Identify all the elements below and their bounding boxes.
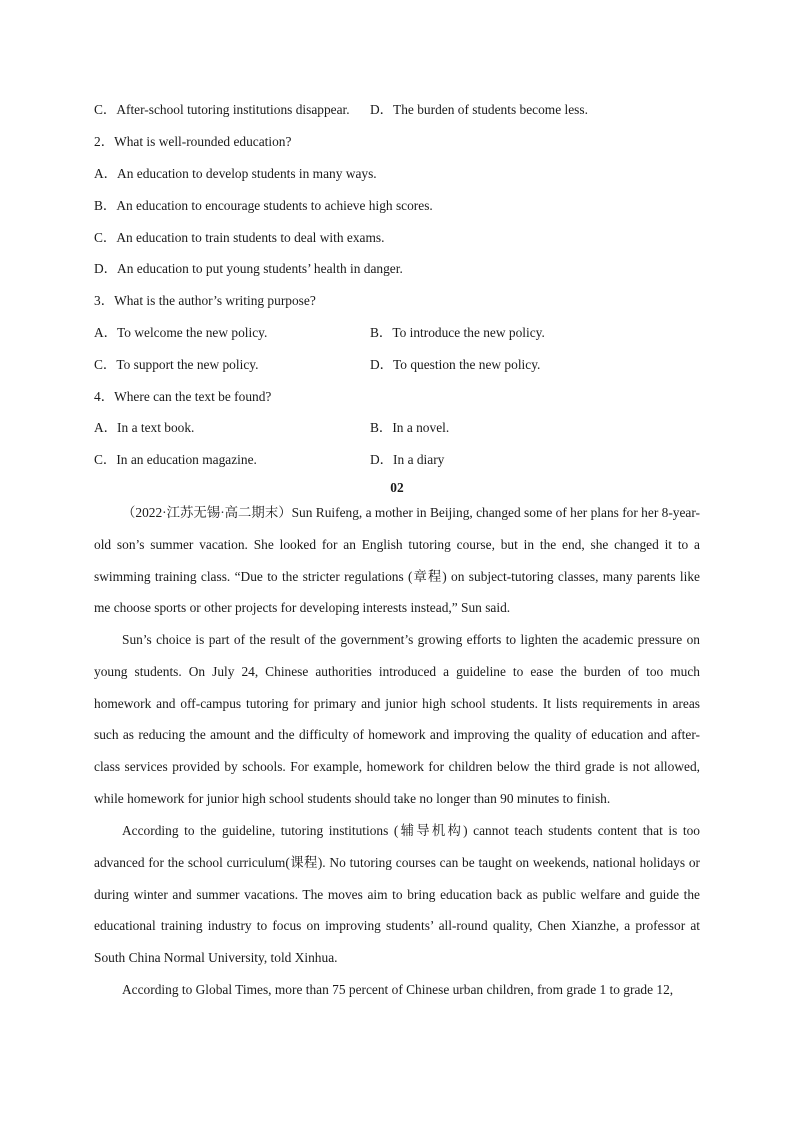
q3-option-a: A．To welcome the new policy.: [94, 325, 268, 340]
passage-paragraph-2: Sun’s choice is part of the result of the government’s growing efforts to lighten the academic pressure on young students. On July 24, Chinese authorities introduced a guideline to ease the burden of too much homework and off-campus tutoring for primary and junior high school students. It lists requirements in areas such as reducing the amount and the difficulty of homework and improving the quality of education and after-class services provided by schools. For example, homework for children below the third grade is not allowed, while homework for junior high school students should take no longer than 90 minutes to finish.: [94, 632, 700, 806]
q3-option-d: D．To question the new policy.: [370, 357, 541, 372]
q3-stem: 3．What is the author’s writing purpose?: [94, 293, 316, 308]
q4-stem: 4．Where can the text be found?: [94, 389, 272, 404]
q4-option-c: C．In an education magazine.: [94, 452, 257, 467]
q4-option-b: B．In a novel.: [370, 420, 450, 435]
q2-option-a: A．An education to develop students in many ways.: [94, 166, 377, 181]
q1-option-d: D．The burden of students become less.: [370, 102, 588, 117]
q2-option-c: C．An education to train students to deal with exams.: [94, 230, 385, 245]
q2-option-b: B．An education to encourage students to achieve high scores.: [94, 198, 433, 213]
section-heading: 02: [390, 480, 404, 495]
q1-option-c: C．After-school tutoring institutions disappear.: [94, 102, 350, 117]
passage-paragraph-4: According to Global Times, more than 75 percent of Chinese urban children, from grade 1 to grade 12,: [122, 982, 674, 997]
q2-stem: 2．What is well-rounded education?: [94, 134, 292, 149]
q3-option-b: B．To introduce the new policy.: [370, 325, 545, 340]
passage-paragraph-3: According to the guideline, tutoring institutions (辅导机构) cannot teach students content that is too advanced for the school curriculum(课程). No tutoring courses can be taught on weekends, national holidays or during winter and summer vacations. The moves aim to bring education back as public welfare and guide the educational training industry to focus on improving students’ all-round quality, Chen Xianzhe, a professor at South China Normal University, told Xinhua.: [94, 823, 700, 966]
q4-option-d: D．In a diary: [370, 452, 445, 467]
q4-option-a: A．In a text book.: [94, 420, 195, 435]
passage-paragraph-1: （2022·江苏无锡·高二期末）Sun Ruifeng, a mother in Beijing, changed some of her plans for her 8-year-old son’s summer vacation. She looked for an English tutoring course, but in the end, she changed it to a swimming training class. “Due to the stricter regulations (章程) on subject-tutoring classes, many parents like me choose sports or other projects for developing interests instead,” Sun said.: [94, 505, 701, 616]
q3-option-c: C．To support the new policy.: [94, 357, 259, 372]
q2-option-d: D．An education to put young students’ health in danger.: [94, 261, 403, 276]
